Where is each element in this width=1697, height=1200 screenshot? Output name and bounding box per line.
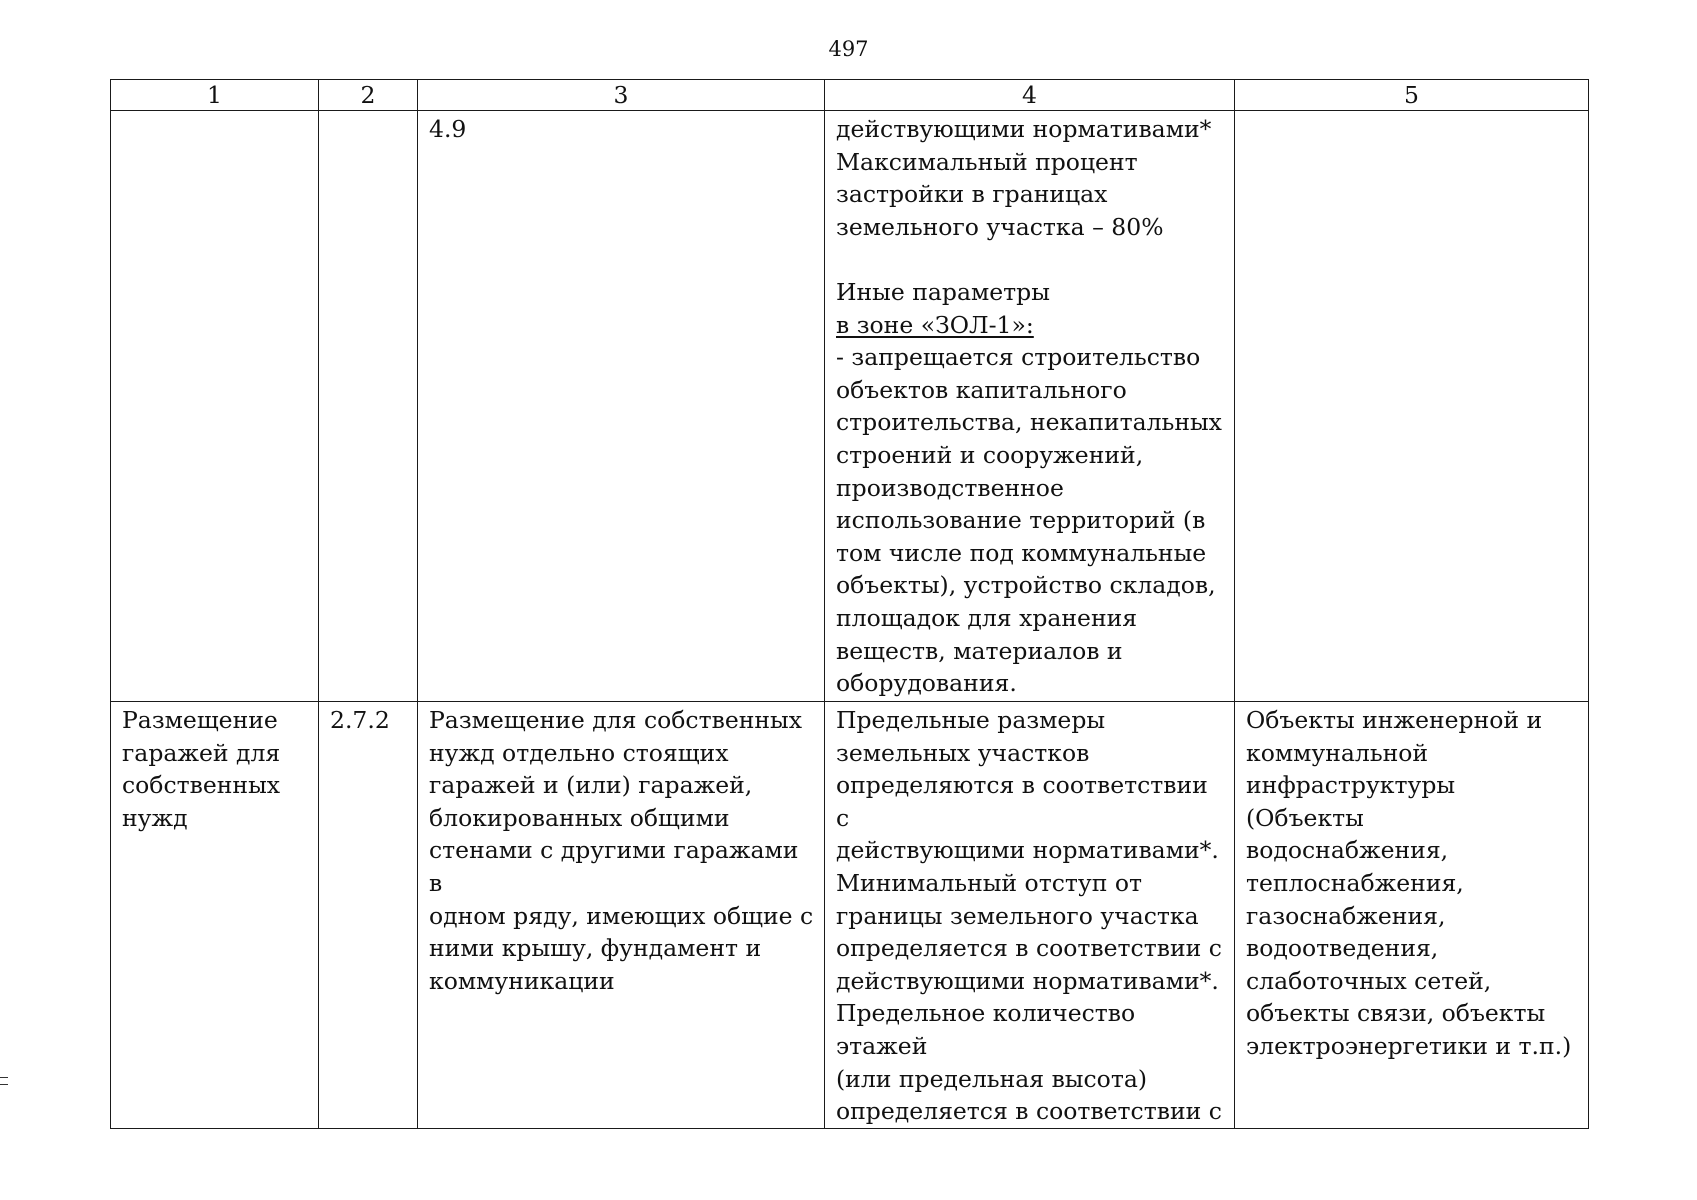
use-parameters: Предельные размеры земельных участков определяются в соответствии с действующими нормативами*. Минимальный отступ от границы земельного участка определяется в соответствии с действующими нормативами*. Предельное количество этажей (или предельная высота) определяется в соответствии с	[836, 706, 1222, 1126]
main-cell-4	[825, 702, 1235, 1129]
use-description: Размещение для собственных нужд отдельно стоящих гаражей и (или) гаражей, блокированных общими стенами с другими гаражами в одном ряду, имеющих общие с ними крышу, фундамент и коммуникации	[429, 706, 814, 995]
use-name: Размещение гаражей для собственных нужд	[122, 706, 281, 832]
cont-aux-uses	[1246, 111, 1578, 113]
cont-description: 4.9	[429, 115, 467, 143]
main-cell-1	[111, 702, 319, 1129]
header-cell-5: 5	[1235, 80, 1589, 111]
main-cell-2	[319, 702, 418, 1129]
table-row	[111, 702, 1589, 1129]
use-code: 2.7.2	[330, 706, 390, 734]
aux-uses: Объекты инженерной и коммунальной инфраструктуры (Объекты водоснабжения, теплоснабжения, газоснабжения, водоотведения, слаботочных сетей, объекты связи, объекты электроэнергетики и т.п.)	[1246, 706, 1572, 1060]
table-row	[111, 111, 1589, 702]
header-cell-1: 1	[111, 80, 319, 111]
header-cell-4: 4	[825, 80, 1235, 111]
regulations-table	[110, 79, 1589, 1129]
table-header-row	[111, 80, 1589, 111]
cont-cell-1	[111, 111, 319, 702]
cont-cell-3	[418, 111, 825, 702]
cont-parameters-text: действующими нормативами* Максимальный процент застройки в границах земельного участка – 80% Иные параметры	[836, 115, 1212, 306]
page-number: 497	[828, 37, 869, 61]
cont-cell-2	[319, 111, 418, 702]
cont-restrictions-text: - запрещается строительство объектов капитального строительства, некапитальных строений и сооружений, производственное использование территорий (в том числе под коммунальные объекты), устройство складов, площадок для хранения веществ, материалов и оборудования.	[836, 343, 1222, 698]
cont-cell-4	[825, 111, 1235, 702]
zone-heading: в зоне «ЗОЛ-1»:	[836, 310, 1034, 339]
scan-edge-mark	[0, 1077, 8, 1085]
header-cell-3: 3	[418, 80, 825, 111]
cont-cell-5	[1235, 111, 1589, 702]
cont-use-name	[122, 111, 308, 113]
main-cell-5	[1235, 702, 1589, 1129]
header-cell-2: 2	[319, 80, 418, 111]
main-cell-3	[418, 702, 825, 1129]
cont-code	[330, 111, 407, 113]
